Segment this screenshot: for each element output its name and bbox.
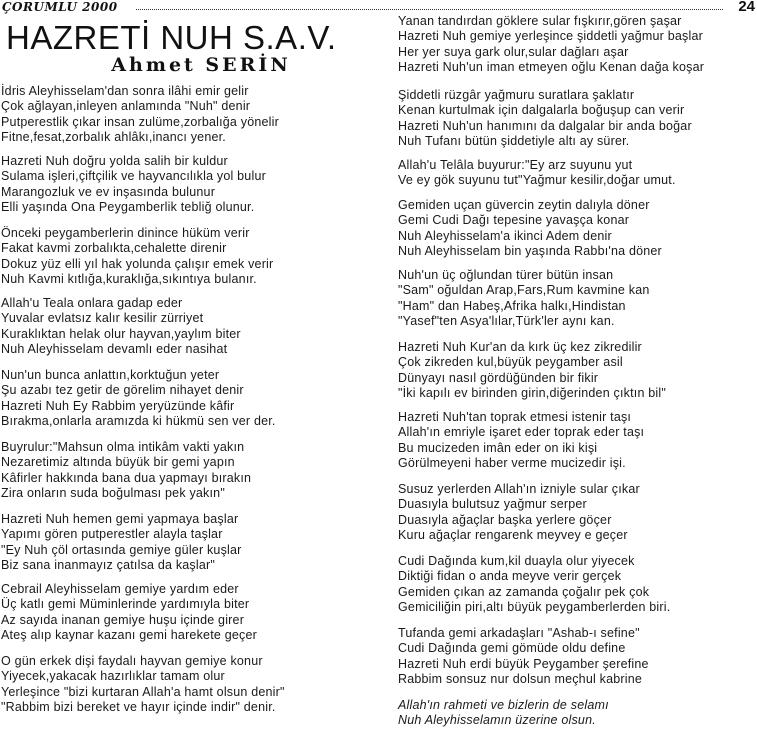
poem-line: Hazreti Nuh gemiye yerleşince şiddetli yağmur başlar bbox=[398, 29, 703, 44]
poem-line: Fitne,fesat,zorbalık ahlâkı,inancı yener. bbox=[1, 129, 226, 144]
stanza-left-7 bbox=[1, 512, 389, 573]
poem-line: Nuh Aleyhisselam bin yaşında Rabbı'na döner bbox=[398, 243, 662, 258]
header-dotted-rule bbox=[136, 9, 723, 10]
poem-line: Yiyecek,yakacak hazırlıklar tamam olur bbox=[1, 669, 225, 684]
poem-line: Cudi Dağında kum,kil duayla olur yiyecek bbox=[398, 554, 635, 568]
poem-line: Hazreti Nuh'tan toprak etmesi istenir taşı bbox=[398, 410, 632, 424]
poem-line: Yapımı gören putperestler alayla taşlar bbox=[1, 527, 223, 542]
stanza-left-6 bbox=[1, 440, 389, 501]
poem-line: Sulama işleri,çiftçilik ve hayvancılıkla yol bulur bbox=[1, 169, 266, 184]
poem-line: Diktiği fidan o anda meyve verir gerçek bbox=[398, 569, 622, 584]
poem-line: Susuz yerlerden Allah'ın izniyle sular çıkar bbox=[398, 482, 640, 496]
poem-line: Kâfirler hakkında bana dua yapmayı bırakın bbox=[1, 470, 252, 485]
page-number: 24 bbox=[738, 0, 755, 15]
poem-line: Kuraklıktan helak olur hayvan,yaylım biter bbox=[1, 326, 241, 341]
poem-line: Az sayıda inanan gemiye huşu içinde girer bbox=[1, 612, 245, 627]
poem-line: Gemiciliğin piri,altı büyük peygamberlerden biri. bbox=[398, 599, 671, 614]
stanza-right-9 bbox=[398, 554, 754, 615]
poem-line: Buyrulur:"Mahsun olma intikâm vakti yakın bbox=[1, 440, 245, 454]
poem-line: Dokuz yüz elli yıl hak yolunda çalışır emek verir bbox=[1, 256, 274, 271]
poem-line: "Ey Nuh çöl ortasında gemiye güler kuşlar bbox=[1, 542, 242, 557]
poem-line: Kenan kurtulmak için dalgalarla boğuşup can verir bbox=[398, 103, 685, 118]
poem-line: Duasıyla ağaçlar başka yerlere göçer bbox=[398, 512, 612, 527]
poem-line: Biz sana inanmayız çatılsa da kaşlar" bbox=[1, 557, 216, 572]
poem-line: "Rabbim bizi bereket ve hayır içinde indir" denir. bbox=[1, 699, 276, 714]
stanza-right-1 bbox=[398, 14, 754, 75]
poem-line: Nun'un bunca anlattın,korktuğun yeter bbox=[1, 368, 220, 382]
poem-line: Nuh Aleyhisselam devamlı eder nasihat bbox=[1, 341, 228, 356]
stanza-right-6 bbox=[398, 340, 754, 401]
poem-line: Allah'u Telâla buyurur:"Ey arz suyunu yut bbox=[398, 158, 633, 172]
poem-line: Cebrail Aleyhisselam gemiye yardım eder bbox=[1, 582, 239, 596]
poem-line: Hazreti Nuh'un iman etmeyen oğlu Kenan dağa koşar bbox=[398, 59, 705, 74]
stanza-left-2 bbox=[1, 154, 389, 215]
poem-line: Hazreti Nuh erdi büyük Peygamber şerefine bbox=[398, 656, 649, 671]
poem-line: Önceki peygamberlerin dinince hüküm verir bbox=[1, 226, 250, 240]
stanza-right-3 bbox=[398, 158, 754, 189]
poem-line: Hazreti Nuh Kur'an da kırk üç kez zikredilir bbox=[398, 340, 642, 354]
poem-line: Şiddetli rüzgâr yağmuru suratlara şaklatır bbox=[398, 88, 635, 102]
stanza-left-9 bbox=[1, 654, 389, 715]
stanza-right-8 bbox=[398, 482, 754, 543]
poem-line: Üç katlı gemi Müminlerinde yardımıyla biter bbox=[1, 597, 250, 612]
stanza-left-8 bbox=[1, 582, 389, 643]
poem-line: Putperestlik çıkar insan zulüme,zorbalığa yönelir bbox=[1, 114, 279, 129]
magazine-brand: ÇORUMLU 2000 bbox=[2, 0, 118, 14]
poem-line: "Yasef"ten Asya'lılar,Türk'ler aynı kan. bbox=[398, 313, 615, 328]
poem-line: Nuh Aleyhisselam'a ikinci Adem denir bbox=[398, 228, 612, 243]
poem-line: Ve ey gök suyunu tut"Yağmur kesilir,doğar umut. bbox=[398, 173, 676, 188]
poem-line: Dünyayı nasıl gördüğünden bir fikir bbox=[398, 370, 599, 385]
stanza-left-5 bbox=[1, 368, 389, 429]
poem-line: İdris Aleyhisselam'dan sonra ilâhi emir gelir bbox=[1, 84, 249, 98]
poem-line: Gemiden çıkan az zamanda çoğalır pek çok bbox=[398, 584, 650, 599]
poem-line: Nuh'un üç oğlundan türer bütün insan bbox=[398, 268, 614, 282]
poem-line: "Sam" oğuldan Arap,Fars,Rum kavmine kan bbox=[398, 283, 650, 298]
poem-line: Bırakma,onlarla aramızda ki hükmü sen ver der. bbox=[1, 413, 276, 428]
poem-line: Allah'ın emriyle işaret eder toprak eder taşı bbox=[398, 425, 645, 440]
poem-line: Nuh Tufanı bütün şiddetiyle altı ay sürer. bbox=[398, 133, 630, 148]
poem-outro bbox=[398, 698, 754, 729]
poem-line: Yanan tandırdan göklere sular fışkırır,gören şaşar bbox=[398, 14, 682, 28]
poem-line: Zira onların suda boğulması pek yakın" bbox=[1, 485, 225, 500]
poem-line: Yerleşince "bizi kurtaran Allah'a hamt olsun denir" bbox=[1, 684, 285, 699]
poem-author: Ahmet SERİN bbox=[111, 54, 291, 76]
poem-line: Allah'ın rahmeti ve bizlerin de selamı bbox=[398, 698, 609, 712]
stanza-right-7 bbox=[398, 410, 754, 471]
stanza-right-4 bbox=[398, 198, 754, 259]
poem-line: Hazreti Nuh Ey Rabbim yeryüzünde kâfir bbox=[1, 398, 235, 413]
poem-title: HAZRETİ NUH S.A.V. bbox=[6, 19, 337, 56]
poem-line: Fakat kavmi zorbalıkta,cehalette direnir bbox=[1, 241, 227, 256]
poem-line: Her yer suya gark olur,sular dağları aşar bbox=[398, 44, 629, 59]
poem-line: Yuvalar evlatsız kalır kesilir zürriyet bbox=[1, 311, 204, 326]
poem-line: Hazreti Nuh'un hanımını da dalgalar bir anda boğar bbox=[398, 118, 692, 133]
poem-line: Çok zikreden kul,büyük peygamber asil bbox=[398, 355, 623, 370]
poem-line: Gemi Cudi Dağı tepesine yavaşça konar bbox=[398, 213, 630, 228]
poem-line: Nuh Aleyhisselamın üzerine olsun. bbox=[398, 713, 596, 728]
poem-line: Şu azabı tez getir de görelim nihayet denir bbox=[1, 383, 244, 398]
poem-line: "İki kapılı ev birinden girin,diğerinden çıktın bil" bbox=[398, 385, 667, 400]
poem-line: Hazreti Nuh doğru yolda salih bir kuldur bbox=[1, 154, 228, 168]
stanza-left-1 bbox=[1, 84, 389, 145]
stanza-right-5 bbox=[398, 268, 754, 329]
poem-line: Allah'u Teala onlara gadap eder bbox=[1, 296, 183, 310]
poem-line: Bu mucizeden imân eder on iki kişi bbox=[398, 440, 598, 455]
poem-line: Duasıyla bulutsuz yağmur serper bbox=[398, 497, 587, 512]
poem-line: Görülmeyeni haber verme mucizedir işi. bbox=[398, 455, 626, 470]
poem-line: Nezaretimiz altında büyük bir gemi yapın bbox=[1, 455, 235, 470]
poem-line: Çok ağlayan,inleyen anlamında "Nuh" denir bbox=[1, 99, 251, 114]
stanza-right-10 bbox=[398, 626, 754, 687]
poem-line: Nuh Kavmi kıtlığa,kuraklığa,sıkıntıya bulanır. bbox=[1, 271, 257, 286]
poem-line: Rabbim sonsuz nur dolsun meçhul kabrine bbox=[398, 671, 643, 686]
stanza-right-2 bbox=[398, 88, 754, 149]
poem-line: Elli yaşında Ona Peygamberlik tebliğ olunur. bbox=[1, 199, 255, 214]
poem-line: O gün erkek dişi faydalı hayvan gemiye konur bbox=[1, 654, 263, 668]
poem-line: "Ham" dan Habeş,Afrika halkı,Hindistan bbox=[398, 298, 626, 313]
stanza-left-4 bbox=[1, 296, 389, 357]
poem-line: Kuru ağaçlar rengarenk meyvey e geçer bbox=[398, 527, 628, 542]
poem-line: Cudi Dağında gemi gömüde oldu define bbox=[398, 641, 626, 656]
poem-line: Hazreti Nuh hemen gemi yapmaya başlar bbox=[1, 512, 239, 526]
poem-line: Ateş alıp kaynar kazanı gemi harekete geçer bbox=[1, 627, 257, 642]
stanza-left-3 bbox=[1, 226, 389, 287]
poem-line: Tufanda gemi arkadaşları "Ashab-ı sefine" bbox=[398, 626, 640, 640]
poem-line: Marangozluk ve ev inşasında bulunur bbox=[1, 184, 216, 199]
poem-line: Gemiden uçan güvercin zeytin dalıyla döner bbox=[398, 198, 650, 212]
